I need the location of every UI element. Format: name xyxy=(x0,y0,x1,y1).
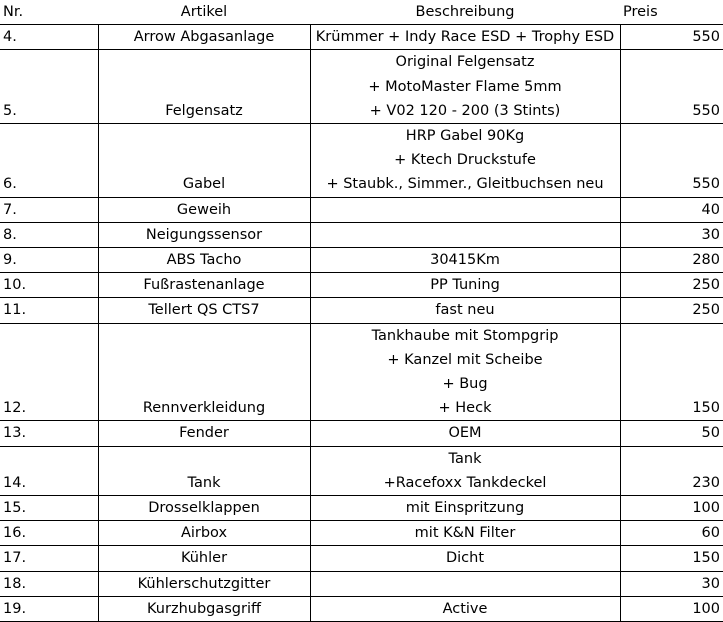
cell-nr: 9. xyxy=(0,248,98,273)
cell-beschreibung xyxy=(310,273,620,298)
description-line: Tankhaube mit Stompgrip xyxy=(371,327,559,344)
cell-artikel: Kurzhubgasgriff xyxy=(98,596,310,621)
cell-artikel: Felgensatz xyxy=(98,50,310,124)
cell-preis: 30 xyxy=(620,222,723,247)
header-row xyxy=(0,0,723,25)
cell-preis: 50 xyxy=(620,421,723,446)
cell-nr: 17. xyxy=(0,546,98,571)
cell-preis: 230 xyxy=(620,446,723,495)
description-line: PP Tuning xyxy=(430,277,500,294)
description-line: Dicht xyxy=(445,550,485,567)
cell-preis: 100 xyxy=(620,596,723,621)
cell-beschreibung xyxy=(310,248,620,273)
cell-beschreibung xyxy=(310,25,620,50)
cell-artikel: Geweih xyxy=(98,197,310,222)
cell-nr: 7. xyxy=(0,197,98,222)
cell-artikel: Kühler xyxy=(98,546,310,571)
cell-preis: 250 xyxy=(620,298,723,323)
cell-artikel: Fußrastenanlage xyxy=(98,273,310,298)
header-beschreibung: Beschreibung xyxy=(310,0,620,25)
cell-artikel: Kühlerschutzgitter xyxy=(98,571,310,596)
cell-preis: 250 xyxy=(620,273,723,298)
table-body xyxy=(0,25,723,622)
cell-artikel: Rennverkleidung xyxy=(98,323,310,421)
description-line: Krümmer + Indy Race ESD + Trophy ESD xyxy=(315,29,615,46)
cell-artikel: Gabel xyxy=(98,124,310,198)
cell-beschreibung xyxy=(310,596,620,621)
cell-preis: 150 xyxy=(620,546,723,571)
description-line: + MotoMaster Flame 5mm xyxy=(368,78,562,95)
table-row xyxy=(0,248,723,273)
table-row xyxy=(0,521,723,546)
description-line: Tank xyxy=(448,450,482,467)
cell-beschreibung xyxy=(310,496,620,521)
cell-beschreibung xyxy=(310,197,620,222)
table-row xyxy=(0,273,723,298)
cell-nr: 4. xyxy=(0,25,98,50)
cell-nr: 12. xyxy=(0,323,98,421)
cell-beschreibung xyxy=(310,546,620,571)
description-line: + V02 120 - 200 (3 Stints) xyxy=(369,102,561,119)
cell-artikel: Tellert QS CTS7 xyxy=(98,298,310,323)
description-line: + Ktech Druckstufe xyxy=(394,152,536,169)
cell-beschreibung xyxy=(310,446,620,495)
cell-preis: 550 xyxy=(620,50,723,124)
cell-artikel: Fender xyxy=(98,421,310,446)
cell-nr: 16. xyxy=(0,521,98,546)
description-line: + Staubk., Simmer., Gleitbuchsen neu xyxy=(326,176,604,193)
table-row xyxy=(0,323,723,421)
cell-preis: 40 xyxy=(620,197,723,222)
description-line: + Bug xyxy=(442,376,488,393)
description-line: +Racefoxx Tankdeckel xyxy=(383,474,547,491)
cell-beschreibung xyxy=(310,571,620,596)
table-row xyxy=(0,50,723,124)
cell-artikel: Airbox xyxy=(98,521,310,546)
cell-nr: 15. xyxy=(0,496,98,521)
table-row xyxy=(0,496,723,521)
cell-nr: 19. xyxy=(0,596,98,621)
description-line: + Kanzel mit Scheibe xyxy=(387,351,543,368)
description-line: HRP Gabel 90Kg xyxy=(405,128,525,145)
header-artikel: Artikel xyxy=(98,0,310,25)
cell-nr: 18. xyxy=(0,571,98,596)
cell-preis: 280 xyxy=(620,248,723,273)
cell-preis: 30 xyxy=(620,571,723,596)
description-line: OEM xyxy=(448,425,482,442)
cell-nr: 14. xyxy=(0,446,98,495)
cell-nr: 8. xyxy=(0,222,98,247)
description-line: Active xyxy=(442,600,488,617)
cell-nr: 11. xyxy=(0,298,98,323)
cell-preis: 550 xyxy=(620,25,723,50)
description-line: fast neu xyxy=(435,302,495,319)
table-row xyxy=(0,421,723,446)
header-nr: Nr. xyxy=(0,0,98,25)
cell-nr: 13. xyxy=(0,421,98,446)
cell-artikel: ABS Tacho xyxy=(98,248,310,273)
description-line: 30415Km xyxy=(430,252,500,269)
cell-beschreibung xyxy=(310,50,620,124)
cell-beschreibung xyxy=(310,323,620,421)
cell-artikel: Tank xyxy=(98,446,310,495)
cell-preis: 550 xyxy=(620,124,723,198)
description-line: mit Einspritzung xyxy=(405,500,525,517)
description-line: Original Felgensatz xyxy=(395,54,535,71)
table-row xyxy=(0,124,723,198)
cell-preis: 100 xyxy=(620,496,723,521)
table-row xyxy=(0,571,723,596)
cell-artikel: Arrow Abgasanlage xyxy=(98,25,310,50)
table-row xyxy=(0,546,723,571)
cell-beschreibung xyxy=(310,421,620,446)
table-header xyxy=(0,0,723,25)
table-row xyxy=(0,222,723,247)
cell-beschreibung xyxy=(310,222,620,247)
cell-beschreibung xyxy=(310,298,620,323)
table-row xyxy=(0,197,723,222)
cell-nr: 10. xyxy=(0,273,98,298)
cell-preis: 60 xyxy=(620,521,723,546)
header-preis: Preis xyxy=(620,0,723,25)
cell-preis: 150 xyxy=(620,323,723,421)
cell-artikel: Drosselklappen xyxy=(98,496,310,521)
cell-beschreibung xyxy=(310,521,620,546)
cell-nr: 6. xyxy=(0,124,98,198)
table-row xyxy=(0,298,723,323)
cell-beschreibung xyxy=(310,124,620,198)
cell-nr: 5. xyxy=(0,50,98,124)
description-line: mit K&N Filter xyxy=(414,525,516,542)
table-row xyxy=(0,446,723,495)
table-row xyxy=(0,25,723,50)
cell-artikel: Neigungssensor xyxy=(98,222,310,247)
table-row xyxy=(0,596,723,621)
description-line: + Heck xyxy=(438,400,492,417)
